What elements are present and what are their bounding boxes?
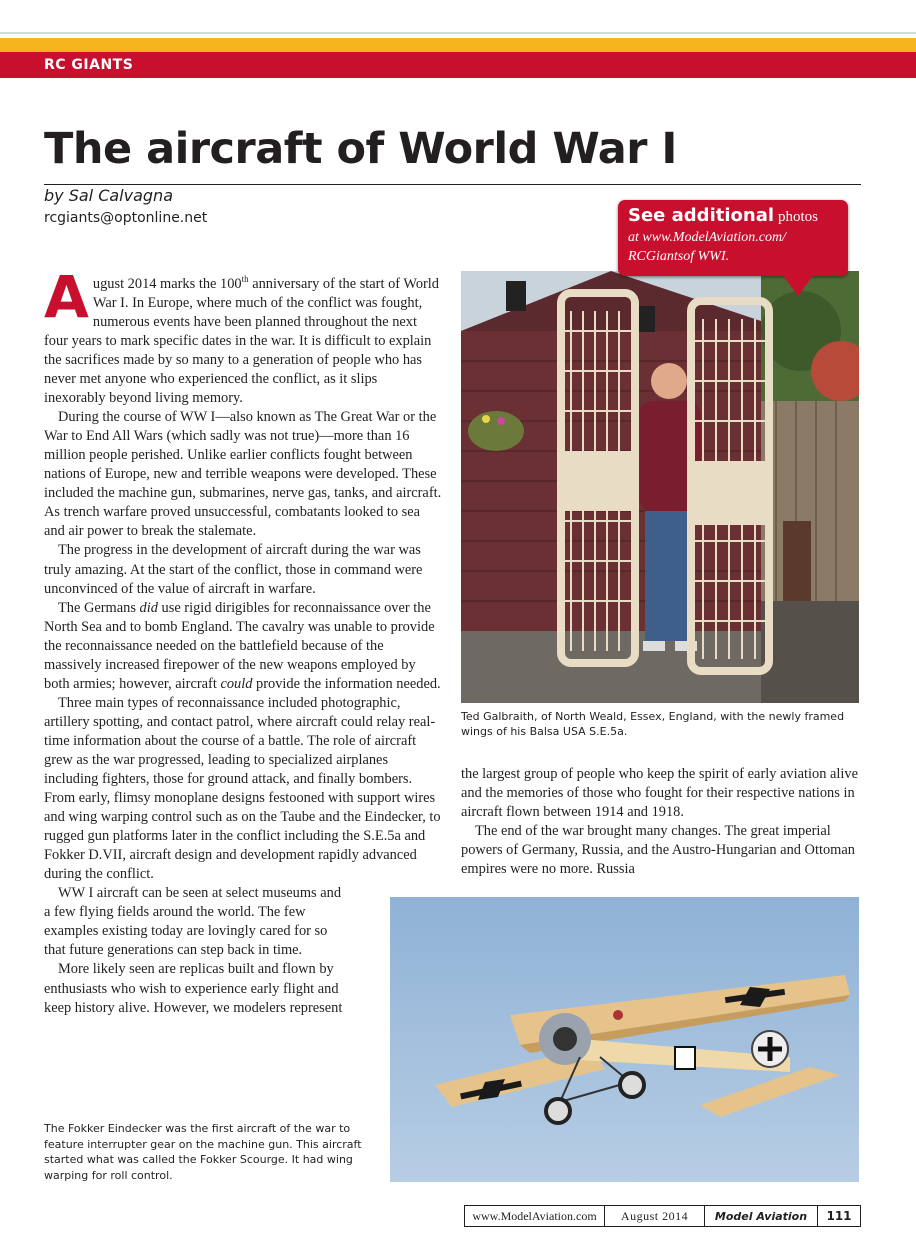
author-email[interactable]: rcgiants@optonline.net (44, 210, 208, 226)
title-rule (44, 184, 861, 185)
callout-url-line-2[interactable]: RCGiantsof WWI. (628, 249, 730, 264)
section-label: RC GIANTS (44, 57, 134, 73)
photo-caption-fokker: The Fokker Eindecker was the first aircraft of the war to feature interrupter gear on the machine gun. This aircraft started what was called the Fokker Scourge. It had wing warping for roll control. (44, 1122, 362, 1182)
header-red-band (0, 52, 916, 78)
article-title: The aircraft of World War I (44, 124, 677, 174)
header-yellow-band (0, 38, 916, 52)
page-footer (464, 1205, 861, 1227)
column-2-paragraph-2: The end of the war brought many changes. The great imperial powers of Germany, Russia, and the Austro-Hungarian and Ottoman empires were no more. Russia (461, 823, 855, 878)
paragraph-5: Three main types of reconnaissance included photographic, artillery spotting, and contact patrol, where aircraft could relay real-time information about the course of a battle. The role of aircraft grew as the war progressed, leading to specialized airplanes including fighters, those for ground attack, and finally bombers. From early, flimsy monoplane designs festooned with support wires and wing warping control such as on the Taube and the Eindecker, to rugged gun platforms later in the conflict including the S.E.5a and Fokker D.VII, aircraft design and development rapidly advanced during the conflict. (44, 694, 441, 883)
paragraph-4-text-b: use rigid dirigibles for reconnaissance over the North Sea and to bomb England. The cavalry was unable to provide the reconnaissance needed on the battlefield because of the massively increased firepower of the new weapons employed by both armies; however, aircraft (44, 599, 435, 692)
callout-url-line-1[interactable]: at www.ModelAviation.com/ (628, 230, 787, 245)
callout-pointer (782, 274, 814, 296)
footer-page-number: 111 (826, 1209, 852, 1223)
article-column-2 (461, 765, 861, 879)
web-photos-callout[interactable] (618, 200, 848, 276)
article-column-1 (44, 263, 442, 1018)
paragraph-4 (44, 599, 442, 694)
footer-website[interactable]: www.ModelAviation.com (465, 1206, 605, 1226)
paragraph-4-text-a: The Germans (58, 599, 140, 616)
header-top-rule (0, 32, 916, 34)
paragraph-1 (44, 263, 442, 408)
paragraph-2: During the course of WW I—also known as The Great War or the War to End All Wars (which sadly was not true)—more than 16 million people perished. Unlike earlier conflicts fought between nations of Europe, new and terrible weapons were developed. These included the machine gun, submarines, nerve gas, tanks, and aircraft. As trench warfare proved unsuccessful, combatants looked to sea and air power to break the stalemate. (44, 409, 442, 540)
column-2-paragraph-1: the largest group of people who keep the spirit of early aviation alive and the memories of those who fought for their respective nations in aircraft flown between 1914 and 1918. (461, 766, 858, 821)
paragraph-6: WW I aircraft can be seen at select museums and a few flying fields around the world. The few examples existing today are lovingly cared for so that future generations can step back in time. (44, 885, 342, 959)
photo-wing-frames-illustration (461, 271, 859, 703)
footer-magazine-name: Model Aviation (705, 1206, 818, 1226)
photo-caption-wings: Ted Galbraith, of North Weald, Essex, England, with the newly framed wings of his Balsa USA S.E.5a. (461, 710, 845, 738)
paragraph-7: More likely seen are replicas built and flown by enthusiasts who wish to experience early flight and keep history alive. However, we modelers represent (44, 961, 343, 1016)
paragraph-1-text-a: ugust 2014 marks the 100 (92, 275, 242, 292)
paragraph-4-text-c: provide the information needed. (252, 675, 441, 692)
footer-issue-date: August 2014 (605, 1206, 705, 1226)
drop-cap: A (44, 263, 89, 331)
paragraph-4-emphasis-1: did (139, 599, 158, 616)
byline: by Sal Calvagna (44, 186, 173, 205)
paragraph-3: The progress in the development of aircraft during the war was truly amazing. At the start of the conflict, those in command were unconvinced of the value of aircraft in warfare. (44, 542, 423, 597)
paragraph-4-emphasis-2: could (220, 675, 253, 692)
paragraph-1-superscript: th (241, 274, 249, 284)
photo-wing-frames (461, 271, 859, 703)
callout-bold-text: See additional (628, 205, 775, 226)
photo-fokker-illustration (390, 897, 859, 1182)
photo-fokker-eindecker (390, 897, 859, 1182)
callout-rest-text: photos (778, 209, 819, 225)
paragraph-1-text-b: anniversary of the start of World War I. In Europe, where much of the conflict was fought, numerous events have been planned throughout the next four years to mark specific dates in the war. It is difficult to explain the sacrifices made by so many to a generation of people who has never met anyone who experienced the conflict, as it slips inexorably beyond living memory. (44, 275, 440, 407)
